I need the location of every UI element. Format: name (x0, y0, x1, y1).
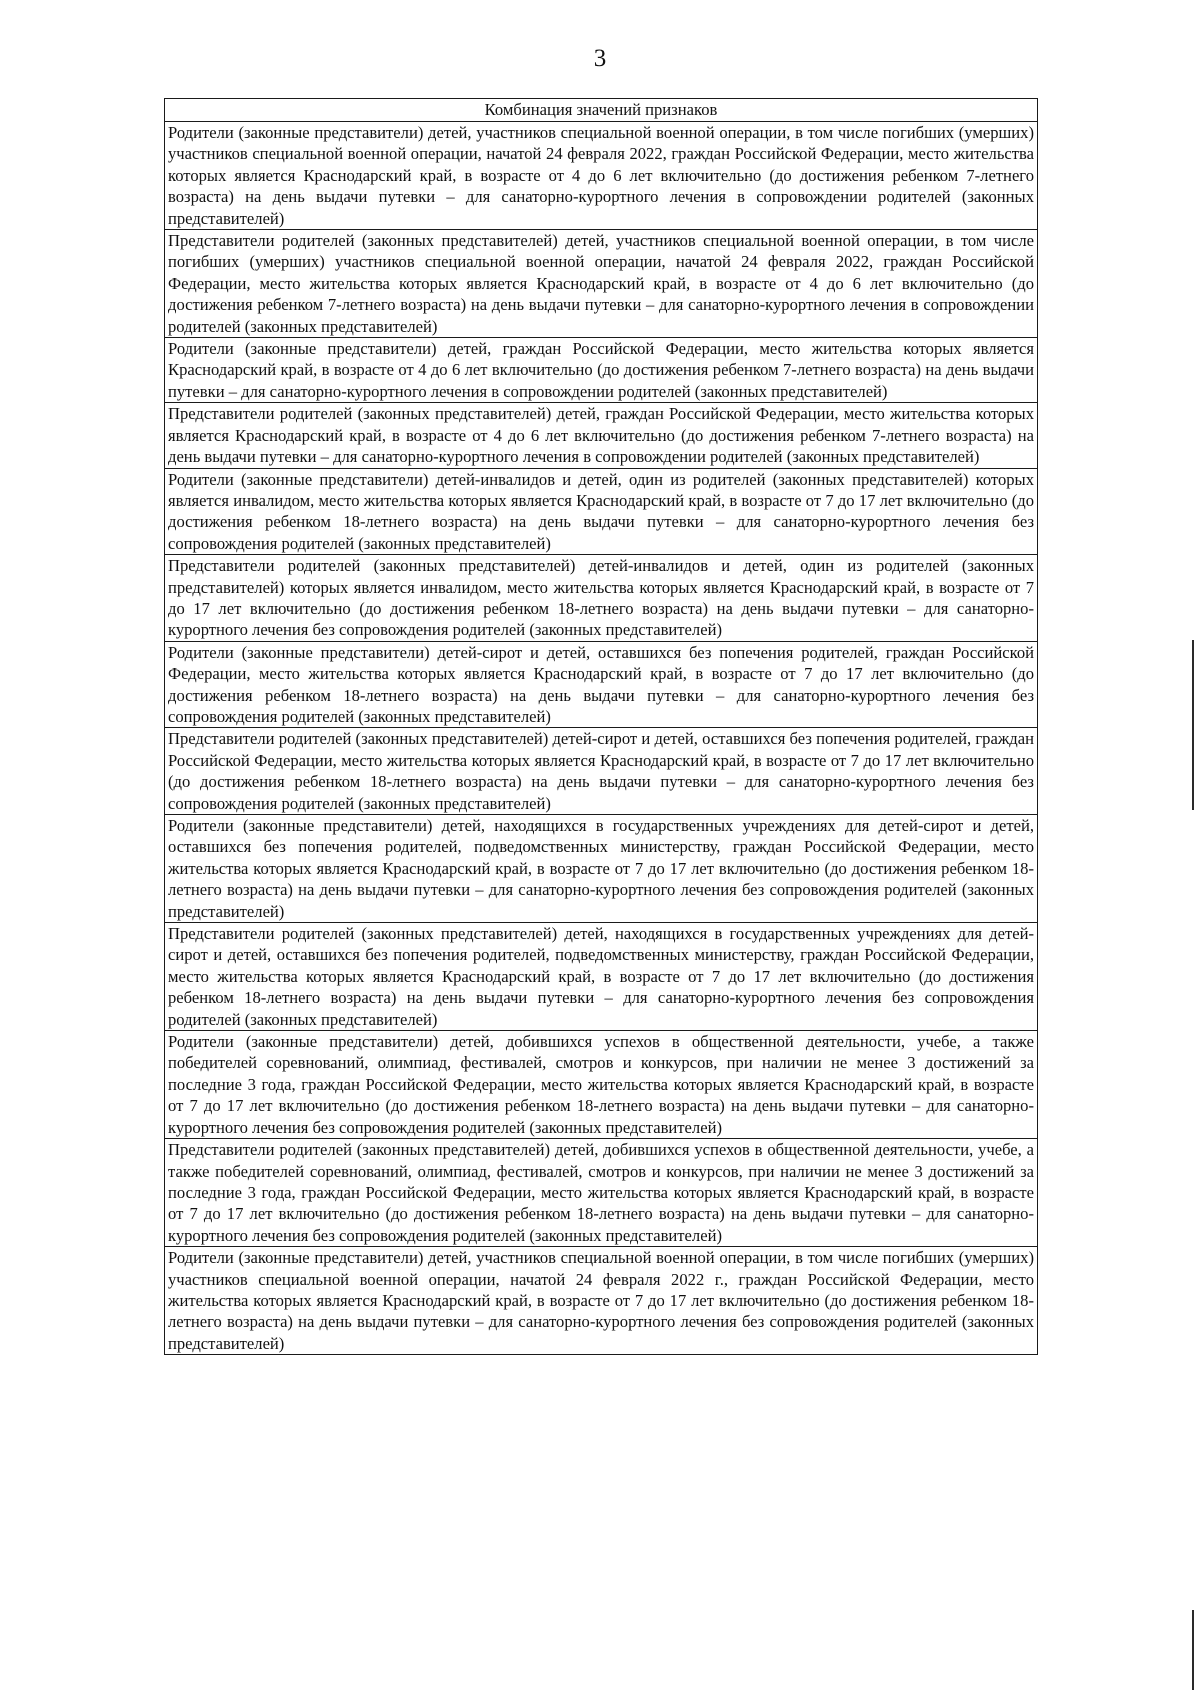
table-cell: Представители родителей (законных представителей) детей, находящихся в государственных учреждениях для детей-сирот и детей, оставшихся без попечения родителей, подведомственных министерству, граждан Российской Федерации, место жительства которых является Краснодарский край, в возрасте от 7 до 17 лет включительно (до достижения ребенком 18-летнего возраста) на день выдачи путевки – для санаторно-курортного лечения без сопровождения родителей (законных представителей) (165, 923, 1038, 1031)
table-cell: Родители (законные представители) детей, участников специальной военной операции, в том числе погибших (умерших) участников специальной военной операции, начатой 24 февраля 2022, граждан Российской Федерации, место жительства которых является Краснодарский край, в возрасте от 4 до 6 лет включительно (до достижения ребенком 7-летнего возраста) на день выдачи путевки – для санаторно-курортного лечения в сопровождении родителей (законных представителей) (165, 122, 1038, 230)
table-body (165, 122, 1038, 1355)
table-cell: Представители родителей (законных представителей) детей, участников специальной военной операции, в том числе погибших (умерших) участников специальной военной операции, начатой 24 февраля 2022, граждан Российской Федерации, место жительства которых является Краснодарский край, в возрасте от 4 до 6 лет включительно (до достижения ребенком 7-летнего возраста) на день выдачи путевки – для санаторно-курортного лечения в сопровождении родителей (законных представителей) (165, 230, 1038, 338)
table-row (165, 403, 1038, 468)
table-cell: Представители родителей (законных представителей) детей, добившихся успехов в общественной деятельности, учебе, а также победителей соревнований, олимпиад, фестивалей, смотров и конкурсов, при наличии не менее 3 достижений за последние 3 года, граждан Российской Федерации, место жительства которых является Краснодарский край, в возрасте от 7 до 17 лет включительно (до достижения ребенком 18-летнего возраста) на день выдачи путевки – для санаторно-курортного лечения без сопровождения родителей (законных представителей) (165, 1139, 1038, 1247)
table-cell: Родители (законные представители) детей, граждан Российской Федерации, место жительства которых является Краснодарский край, в возрасте от 4 до 6 лет включительно (до достижения ребенком 7-летнего возраста) на день выдачи путевки – для санаторно-курортного лечения в сопровождении родителей (законных представителей) (165, 338, 1038, 403)
table-row (165, 1031, 1038, 1139)
criteria-table (164, 98, 1038, 1355)
table-row (165, 815, 1038, 923)
table-row (165, 230, 1038, 338)
column-header: Комбинация значений признаков (165, 99, 1038, 122)
table-cell: Представители родителей (законных представителей) детей, граждан Российской Федерации, место жительства которых является Краснодарский край, в возрасте от 4 до 6 лет включительно (до достижения ребенком 7-летнего возраста) на день выдачи путевки – для санаторно-курортного лечения в сопровождении родителей (законных представителей) (165, 403, 1038, 468)
table-cell: Родители (законные представители) детей-сирот и детей, оставшихся без попечения родителей, граждан Российской Федерации, место жительства которых является Краснодарский край, в возрасте от 7 до 17 лет включительно (до достижения ребенком 18-летнего возраста) на день выдачи путевки – для санаторно-курортного лечения без сопровождения родителей (законных представителей) (165, 641, 1038, 728)
table-cell: Родители (законные представители) детей-инвалидов и детей, один из родителей (законных представителей) которых является инвалидом, место жительства которых является Краснодарский край, в возрасте от 7 до 17 лет включительно (до достижения ребенком 18-летнего возраста) на день выдачи путевки – для санаторно-курортного лечения без сопровождения родителей (законных представителей) (165, 468, 1038, 555)
table-cell: Представители родителей (законных представителей) детей-инвалидов и детей, один из родителей (законных представителей) которых является инвалидом, место жительства которых является Краснодарский край, в возрасте от 7 до 17 лет включительно (до достижения ребенком 18-летнего возраста) на день выдачи путевки – для санаторно-курортного лечения без сопровождения родителей (законных представителей) (165, 555, 1038, 642)
table-row (165, 1247, 1038, 1355)
scan-margin-mark (1192, 640, 1194, 810)
table-cell: Родители (законные представители) детей, добившихся успехов в общественной деятельности, учебе, а также победителей соревнований, олимпиад, фестивалей, смотров и конкурсов, при наличии не менее 3 достижений за последние 3 года, граждан Российской Федерации, место жительства которых является Краснодарский край, в возрасте от 7 до 17 лет включительно (до достижения ребенком 18-летнего возраста) на день выдачи путевки – для санаторно-курортного лечения без сопровождения родителей (законных представителей) (165, 1031, 1038, 1139)
table-cell: Представители родителей (законных представителей) детей-сирот и детей, оставшихся без попечения родителей, граждан Российской Федерации, место жительства которых является Краснодарский край, в возрасте от 7 до 17 лет включительно (до достижения ребенком 18-летнего возраста) на день выдачи путевки – для санаторно-курортного лечения без сопровождения родителей (законных представителей) (165, 728, 1038, 815)
table-row (165, 728, 1038, 815)
table-header-row (165, 99, 1038, 122)
table-row (165, 468, 1038, 555)
table-row (165, 1139, 1038, 1247)
table-row (165, 923, 1038, 1031)
scan-margin-mark (1192, 1610, 1194, 1690)
table-cell: Родители (законные представители) детей, находящихся в государственных учреждениях для детей-сирот и детей, оставшихся без попечения родителей, подведомственных министерству, граждан Российской Федерации, место жительства которых является Краснодарский край, в возрасте от 7 до 17 лет включительно (до достижения ребенком 18-летнего возраста) на день выдачи путевки – для санаторно-курортного лечения без сопровождения родителей (законных представителей) (165, 815, 1038, 923)
table-cell: Родители (законные представители) детей, участников специальной военной операции, в том числе погибших (умерших) участников специальной военной операции, начатой 24 февраля 2022 г., граждан Российской Федерации, место жительства которых является Краснодарский край, в возрасте от 7 до 17 лет включительно (до достижения ребенком 18-летнего возраста) на день выдачи путевки – для санаторно-курортного лечения без сопровождения родителей (законных представителей) (165, 1247, 1038, 1355)
table-row (165, 555, 1038, 642)
table-row (165, 641, 1038, 728)
page-number: 3 (593, 45, 607, 72)
table-row (165, 338, 1038, 403)
table-row (165, 122, 1038, 230)
